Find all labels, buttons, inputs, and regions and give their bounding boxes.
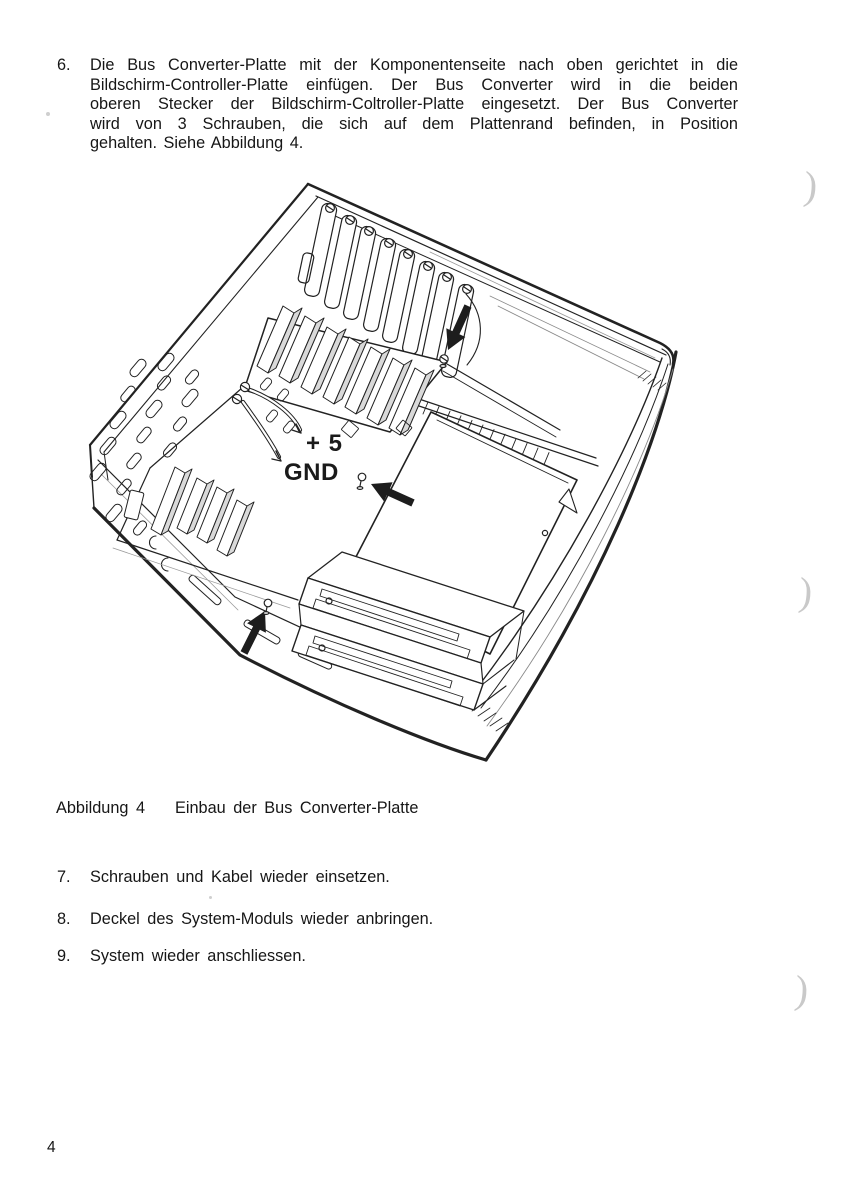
step-6-line-1: Die Bus Converter-Platte mit der Komponentenseite nach oben gerichtet in die	[90, 56, 738, 74]
page-number: 4	[47, 1139, 56, 1156]
gnd-label: GND	[284, 459, 339, 486]
step-6-number: 6.	[57, 56, 71, 74]
lower-connectors	[124, 467, 254, 556]
scan-artifact-bottom: )	[793, 966, 811, 1013]
step-7-number: 7.	[57, 868, 71, 886]
step-9	[57, 947, 610, 967]
step-8	[57, 910, 610, 930]
scan-artifact-top: )	[802, 162, 820, 209]
step-6-line-2: Bildschirm-Controller-Platte einfügen. Der Bus Converter wird in die beiden	[90, 75, 738, 94]
step-9-number: 9.	[57, 947, 71, 965]
scan-speck-1	[46, 112, 50, 116]
scan-speck-2	[209, 896, 212, 899]
step-8-number: 8.	[57, 910, 71, 928]
step-8-text: Deckel des System-Moduls wieder anbringen.	[90, 910, 434, 928]
step-6-line-4: wird von 3 Schrauben, die sich auf dem Plattenrand befinden, in Position	[90, 114, 738, 133]
figure-caption-title: Einbau der Bus Converter-Platte	[175, 799, 419, 817]
figure-caption-label: Abbildung 4	[56, 799, 146, 817]
wire-screws	[232, 382, 249, 403]
step-9-text: System wieder anschliessen.	[90, 947, 306, 965]
step-7-text: Schrauben und Kabel wieder einsetzen.	[90, 868, 390, 886]
scan-artifact-middle: )	[797, 568, 815, 615]
step-6-line-3: oberen Stecker der Bildschirm-Coltroller-Platte eingesetzt. Der Bus Converter	[90, 95, 738, 113]
step-6-line-5: gehalten. Siehe Abbildung 4.	[90, 134, 304, 152]
plus-five-label: + 5	[306, 430, 344, 457]
screw-arrow-bottom-icon	[241, 611, 266, 655]
step-7	[57, 868, 610, 888]
